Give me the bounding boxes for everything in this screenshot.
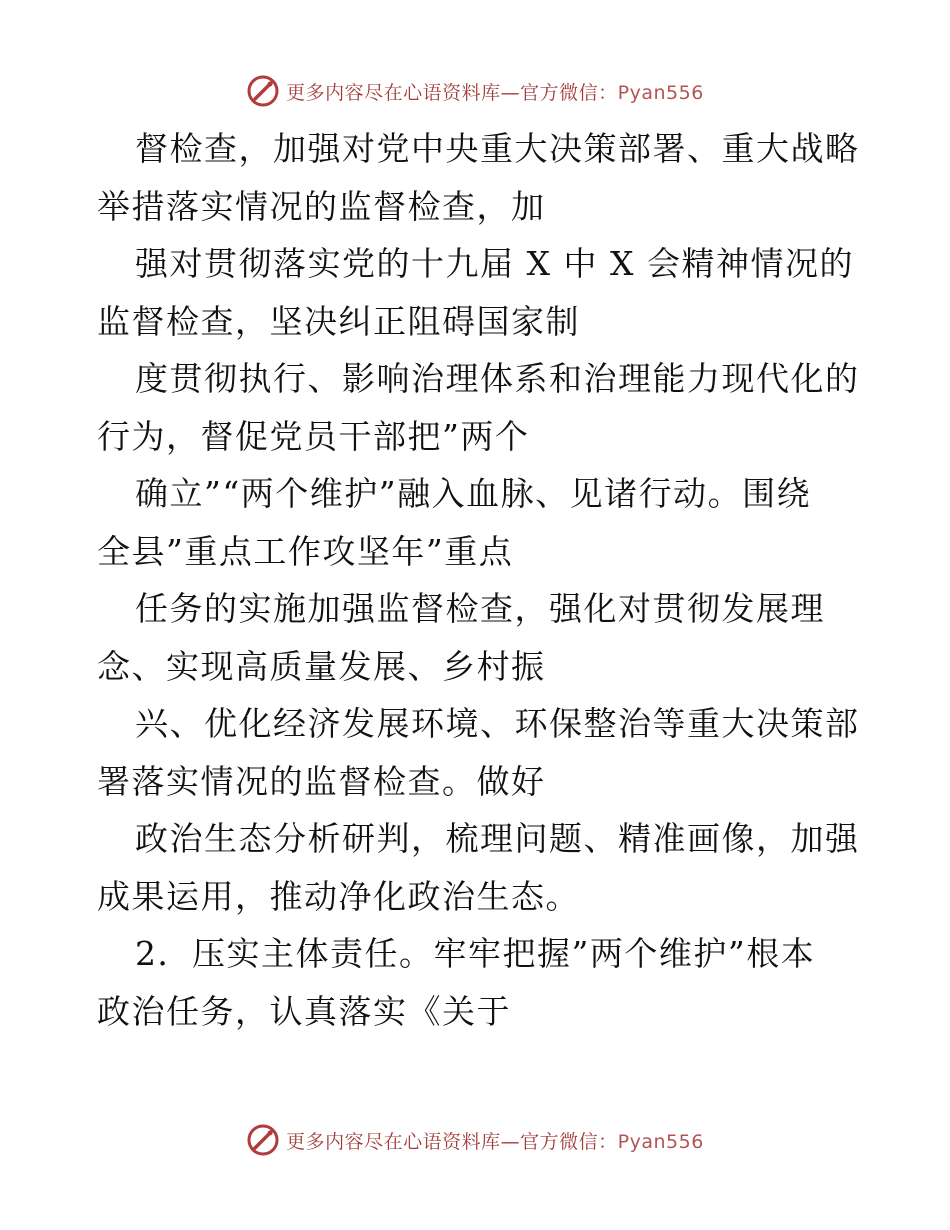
footer-watermark: [0, 1120, 950, 1160]
text-line: 监督检查，坚决纠正阻碍国家制: [97, 301, 580, 341]
text-line: 署落实情况的监督检查。做好: [97, 761, 546, 801]
text-line: 兴、优化经济发展环境、环保整治等重大决策部: [135, 704, 860, 743]
pen-logo-icon: [246, 74, 280, 108]
text-line: 2．压实主体责任。牢牢把握”两个维护”根本: [135, 934, 816, 973]
document-body: [97, 120, 860, 1040]
text-line: 全县”重点工作攻坚年”重点: [97, 531, 514, 571]
text-line: 强对贯彻落实党的十九届 X 中 X 会精神情况的: [135, 244, 854, 283]
text-line: 成果运用，推动净化政治生态。: [97, 876, 580, 916]
text-line: 念、实现高质量发展、乡村振: [97, 646, 546, 686]
text-line: 确立”“两个维护”融入血脉、见诸行动。围绕: [135, 474, 812, 513]
text-line: 政治任务，认真落实《关于: [97, 991, 511, 1031]
watermark-text: 更多内容尽在心语资料库—官方微信：Pyan556: [286, 81, 704, 104]
pen-logo-icon: [246, 1123, 280, 1157]
text-line: 任务的实施加强监督检查，强化对贯彻发展理: [135, 589, 825, 628]
header-watermark: [0, 71, 950, 111]
text-line: 行为，督促党员干部把”两个: [97, 416, 530, 456]
text-line: 度贯彻执行、影响治理体系和治理能力现代化的: [135, 359, 860, 398]
text-line: 督检查，加强对党中央重大决策部署、重大战略: [135, 129, 860, 168]
watermark-text: 更多内容尽在心语资料库—官方微信：Pyan556: [286, 1130, 704, 1153]
text-line: 政治生态分析研判，梳理问题、精准画像，加强: [135, 819, 860, 858]
text-line: 举措落实情况的监督检查，加: [97, 186, 546, 226]
